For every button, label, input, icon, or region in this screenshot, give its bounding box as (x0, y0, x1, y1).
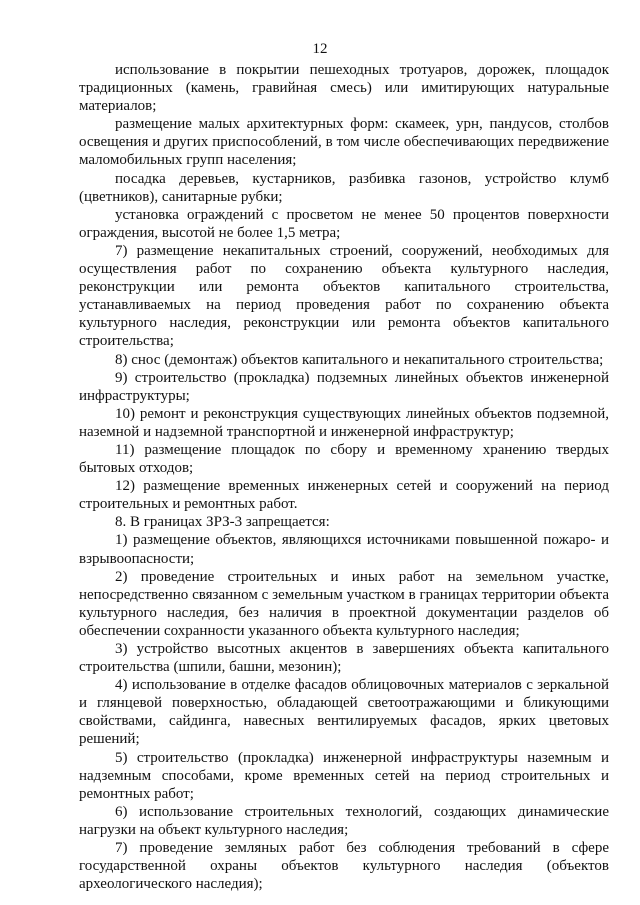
paragraph: 9) строительство (прокладка) подземных линейных объектов инженерной инфраструктуры; (79, 369, 609, 404)
paragraph: 11) размещение площадок по сбору и временному хранению твердых бытовых отходов; (79, 441, 609, 477)
paragraph: 12) размещение временных инженерных сетей и сооружений на период строительных и ремонтных работ. (79, 478, 609, 513)
paragraph: 10) ремонт и реконструкция существующих линейных объектов подземной, наземной и надземной транспортной и инженерной инфраструктур; (79, 405, 609, 440)
section-heading: 8. В границах ЗРЗ-3 запрещается: (115, 514, 330, 531)
paragraph: размещение малых архитектурных форм: скамеек, урн, пандусов, столбов освещения и других приспособлений, в том числе обеспечивающих передвижение маломобильных групп населения; (79, 116, 609, 169)
paragraph: 5) строительство (прокладка) инженерной инфраструктуры наземным и надземным способами, кроме временных сетей на период строительных и ремонтных работ; (79, 749, 609, 802)
paragraph: использование в покрытии пешеходных тротуаров, дорожек, площадок традиционных (камень, гравийная смесь) или имитирующих натуральные материалов; (79, 62, 609, 115)
paragraph: 6) использование строительных технологий, создающих динамические нагрузки на объект культурного наследия; (79, 803, 609, 838)
paragraph: 7) проведение земляных работ без соблюдения требований в сфере государственной охраны объектов культурного наследия (объектов археологического наследия); (79, 840, 609, 893)
paragraph: 7) размещение некапитальных строений, сооружений, необходимых для осуществления работ по сохранению объекта культурного наследия, реконструкции или ремонта объектов капитального строительства, устанавливаемых на период проведения работ по сохранению объекта культурного наследия, реконструкции или ремонта объектов капитального строительства; (79, 242, 609, 350)
paragraph: 1) размещение объектов, являющихся источниками повышенной пожаро- и взрывоопасности; (79, 532, 609, 567)
paragraph: 2) проведение строительных и иных работ на земельном участке, непосредственно связанном с земельным участком в границах территории объекта культурного наследия, без наличия в проектной документации разделов об обеспечении сохранности указанного объекта культурного наследия; (79, 568, 609, 639)
paragraph: 4) использование в отделке фасадов облицовочных материалов с зеркальной и глянцевой поверхностью, обладающей светоотражающими и бликующими свойствами, сайдинга, навесных вентилируемых фасадов, ярких цветовых решений; (79, 677, 609, 748)
document-body (79, 61, 609, 893)
page-number: 12 (312, 41, 328, 57)
paragraph: 3) устройство высотных акцентов в завершениях объекта капитального строительства (шпили, башни, мезонин); (79, 641, 609, 676)
paragraph: 8) снос (демонтаж) объектов капитального и некапитального строительства; (115, 351, 604, 368)
paragraph: посадка деревьев, кустарников, разбивка газонов, устройство клумб (цветников), санитарные рубки; (79, 170, 609, 205)
paragraph: установка ограждений с просветом не менее 50 процентов поверхности ограждения, высотой не более 1,5 метра; (79, 206, 609, 241)
